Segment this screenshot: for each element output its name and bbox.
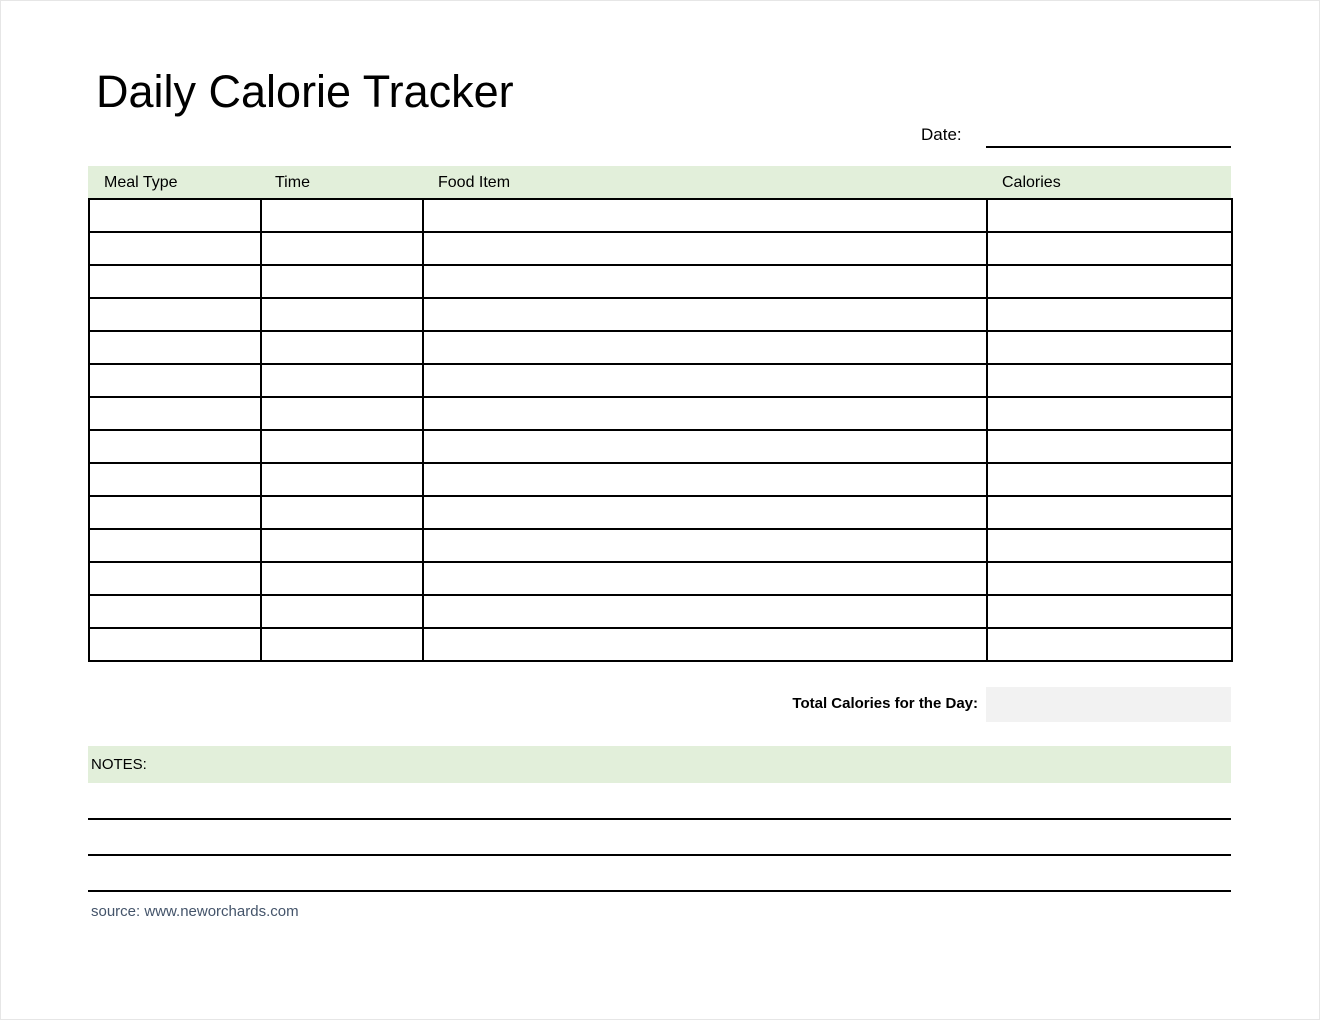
table-row (89, 628, 1232, 661)
table-row (89, 265, 1232, 298)
time-cell[interactable] (261, 232, 423, 265)
calories-cell[interactable] (987, 562, 1232, 595)
calories-cell[interactable] (987, 430, 1232, 463)
notes-label: NOTES: (91, 756, 147, 773)
calories-cell[interactable] (987, 265, 1232, 298)
time-cell[interactable] (261, 331, 423, 364)
food-item-cell[interactable] (423, 265, 987, 298)
food-item-cell[interactable] (423, 232, 987, 265)
time-cell[interactable] (261, 529, 423, 562)
total-calories-field[interactable] (986, 687, 1231, 722)
calories-cell[interactable] (987, 529, 1232, 562)
page-title: Daily Calorie Tracker (96, 66, 514, 117)
food-item-cell[interactable] (423, 529, 987, 562)
time-cell[interactable] (261, 628, 423, 661)
food-item-cell[interactable] (423, 298, 987, 331)
food-item-cell[interactable] (423, 331, 987, 364)
time-cell[interactable] (261, 595, 423, 628)
meal-type-cell[interactable] (89, 298, 261, 331)
time-cell[interactable] (261, 430, 423, 463)
time-cell[interactable] (261, 199, 423, 232)
calories-cell[interactable] (987, 496, 1232, 529)
meal-type-cell[interactable] (89, 265, 261, 298)
meal-type-cell[interactable] (89, 463, 261, 496)
meal-type-cell[interactable] (89, 199, 261, 232)
meal-type-cell[interactable] (89, 430, 261, 463)
time-cell[interactable] (261, 364, 423, 397)
notes-header-band (88, 746, 1231, 783)
calories-cell[interactable] (987, 199, 1232, 232)
table-row (89, 595, 1232, 628)
food-item-cell[interactable] (423, 199, 987, 232)
meal-type-cell[interactable] (89, 496, 261, 529)
table-row (89, 562, 1232, 595)
column-header-meal-type: Meal Type (104, 174, 178, 191)
table-row (89, 199, 1232, 232)
calories-cell[interactable] (987, 628, 1232, 661)
date-label: Date: (921, 125, 962, 144)
food-item-cell[interactable] (423, 397, 987, 430)
calories-cell[interactable] (987, 298, 1232, 331)
time-cell[interactable] (261, 562, 423, 595)
meal-type-cell[interactable] (89, 628, 261, 661)
table-row (89, 232, 1232, 265)
food-item-cell[interactable] (423, 562, 987, 595)
column-header-calories: Calories (1002, 174, 1061, 191)
food-item-cell[interactable] (423, 595, 987, 628)
table-row (89, 463, 1232, 496)
table-row (89, 298, 1232, 331)
meal-type-cell[interactable] (89, 232, 261, 265)
food-item-cell[interactable] (423, 463, 987, 496)
calories-cell[interactable] (987, 463, 1232, 496)
food-item-cell[interactable] (423, 364, 987, 397)
meal-type-cell[interactable] (89, 364, 261, 397)
source-credit: source: www.neworchards.com (91, 903, 299, 920)
meal-type-cell[interactable] (89, 562, 261, 595)
notes-line[interactable] (88, 854, 1231, 856)
table-row (89, 331, 1232, 364)
food-item-cell[interactable] (423, 430, 987, 463)
notes-line[interactable] (88, 818, 1231, 820)
meal-type-cell[interactable] (89, 529, 261, 562)
total-calories-label: Total Calories for the Day: (792, 695, 978, 712)
time-cell[interactable] (261, 298, 423, 331)
column-header-food-item: Food Item (438, 174, 511, 191)
time-cell[interactable] (261, 397, 423, 430)
calories-cell[interactable] (987, 397, 1232, 430)
table-row (89, 430, 1232, 463)
table-row (89, 397, 1232, 430)
notes-line[interactable] (88, 890, 1231, 892)
food-item-cell[interactable] (423, 496, 987, 529)
food-item-cell[interactable] (423, 628, 987, 661)
meal-type-cell[interactable] (89, 595, 261, 628)
calories-cell[interactable] (987, 232, 1232, 265)
time-cell[interactable] (261, 265, 423, 298)
date-field[interactable] (986, 146, 1231, 148)
table-row (89, 364, 1232, 397)
time-cell[interactable] (261, 463, 423, 496)
table-row (89, 496, 1232, 529)
calorie-log-table (88, 198, 1233, 662)
time-cell[interactable] (261, 496, 423, 529)
calories-cell[interactable] (987, 364, 1232, 397)
table-row (89, 529, 1232, 562)
meal-type-cell[interactable] (89, 331, 261, 364)
column-header-time: Time (275, 174, 310, 191)
meal-type-cell[interactable] (89, 397, 261, 430)
calories-cell[interactable] (987, 595, 1232, 628)
calories-cell[interactable] (987, 331, 1232, 364)
